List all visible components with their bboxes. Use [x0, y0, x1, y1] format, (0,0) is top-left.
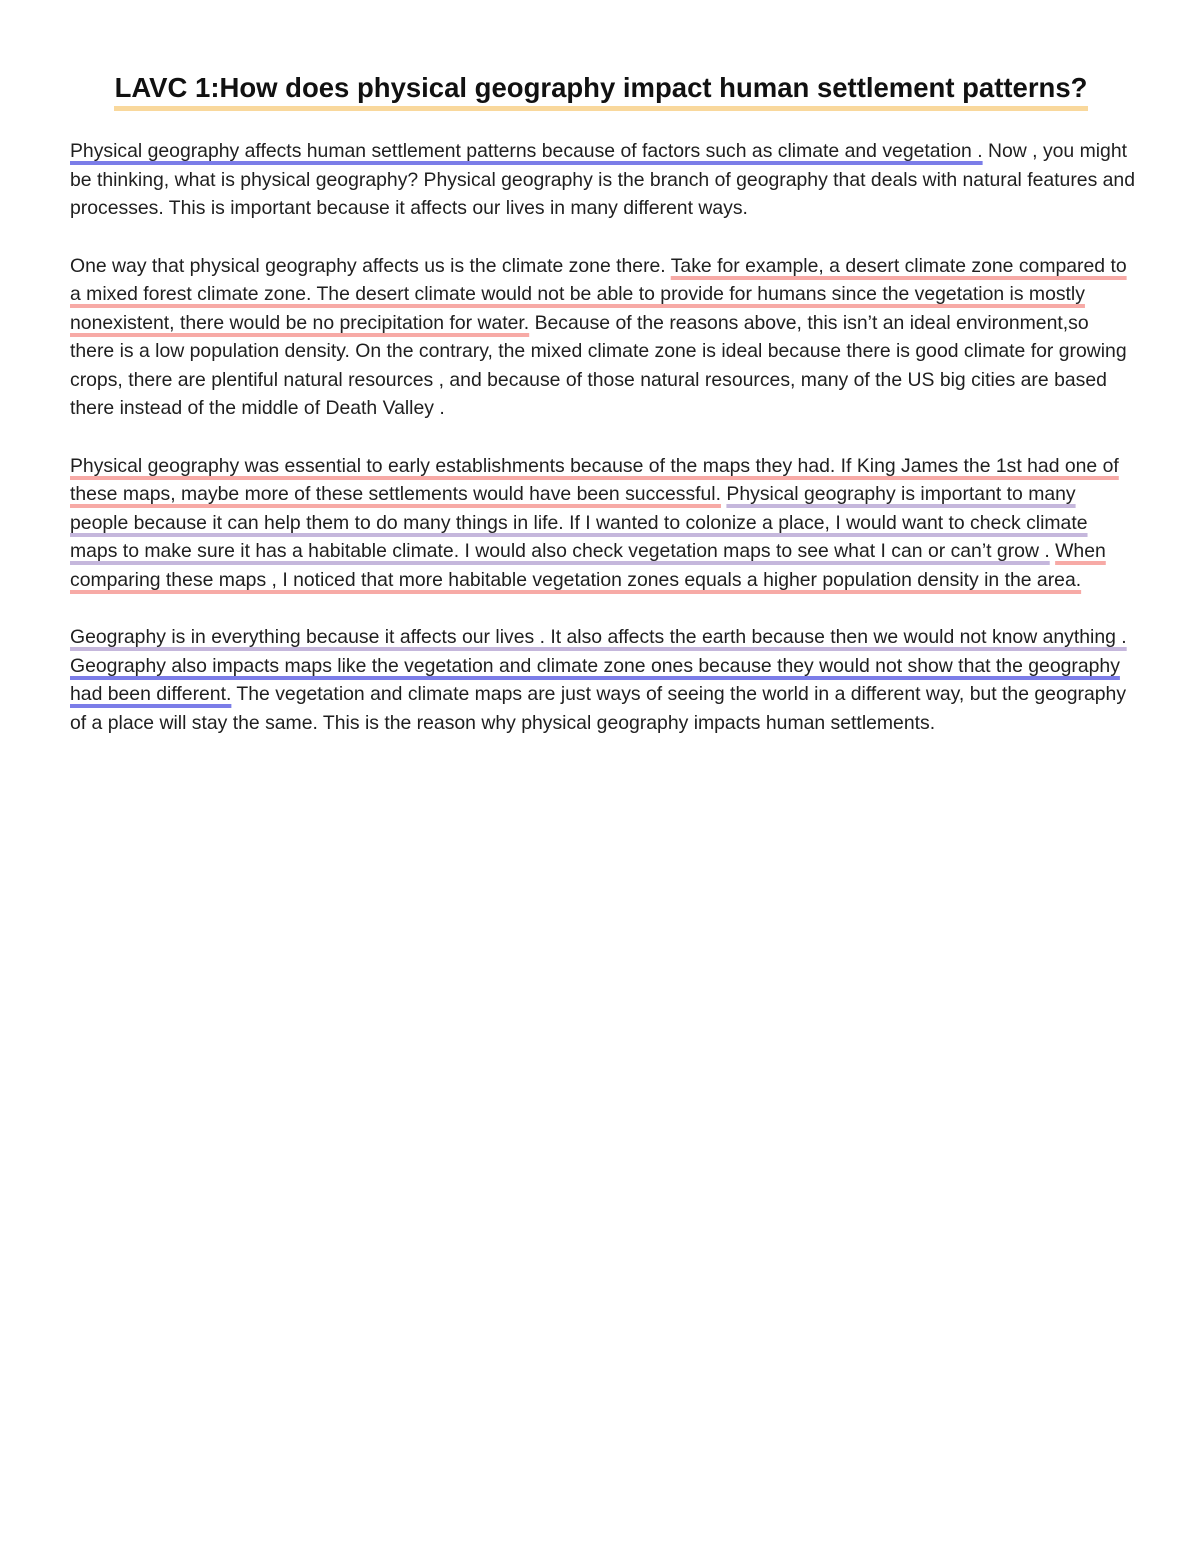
paragraph-2	[70, 252, 1138, 423]
body-text-segment: One way that physical geography affects us is the climate zone there.	[70, 254, 671, 277]
document-body	[70, 137, 1138, 766]
body-text-segment: The vegetation and climate maps are just ways of seeing the world in a different way, but the geography of a place will stay the same. This is the reason why physical geography impacts human settlements.	[70, 683, 1127, 734]
highlighted-text-purple: Geography is in everything because it affects our lives . It also affects the earth because then we would not know anything .	[70, 626, 1127, 648]
paragraph-3	[70, 452, 1138, 595]
highlighted-text-pink: Take for example, a desert climate zone compared to a mixed forest climate zone. The desert climate would not be able to provide for humans since the vegetation is mostly nonexistent, there would be no precipitation for water.	[70, 254, 1127, 334]
highlighted-text-pink: When comparing these maps , I noticed that more habitable vegetation zones equals a higher population density in the area.	[70, 540, 1106, 591]
body-text-segment: Because of the reasons above, this isn’t an ideal environment,so there is a low population density. On the contrary, the mixed climate zone is ideal because there is good climate for growing crops, there are plentiful natural resources , and because of those natural resources, many of the US big cities are based there instead of the middle of Death Valley .	[70, 311, 1127, 419]
highlighted-text-blue: Physical geography affects human settlement patterns because of factors such as climate and vegetation .	[70, 140, 983, 162]
title-container	[70, 70, 1132, 111]
highlighted-text-blue: Geography also impacts maps like the vegetation and climate zone ones because they would not show that the geography had been different.	[70, 654, 1120, 705]
body-text-segment: Now , you might be thinking, what is physical geography? Physical geography is the branch of geography that deals with natural features and processes. This is important because it affects our lives in many different ways.	[70, 140, 1135, 219]
document-title: LAVC 1:How does physical geography impact human settlement patterns?	[114, 70, 1089, 111]
highlighted-text-pink: Physical geography was essential to early establishments because of the maps they had. If King James the 1st had one of these maps, maybe more of these settlements would have been successful.	[70, 454, 1119, 505]
highlighted-text-purple: Physical geography is important to many people because it can help them to do many things in life. If I wanted to colonize a place, I would want to check climate maps to make sure it has a habitable climate. I would also check vegetation maps to see what I can or can’t grow .	[70, 483, 1088, 562]
paragraph-1	[70, 137, 1138, 223]
paragraph-4	[70, 623, 1138, 737]
